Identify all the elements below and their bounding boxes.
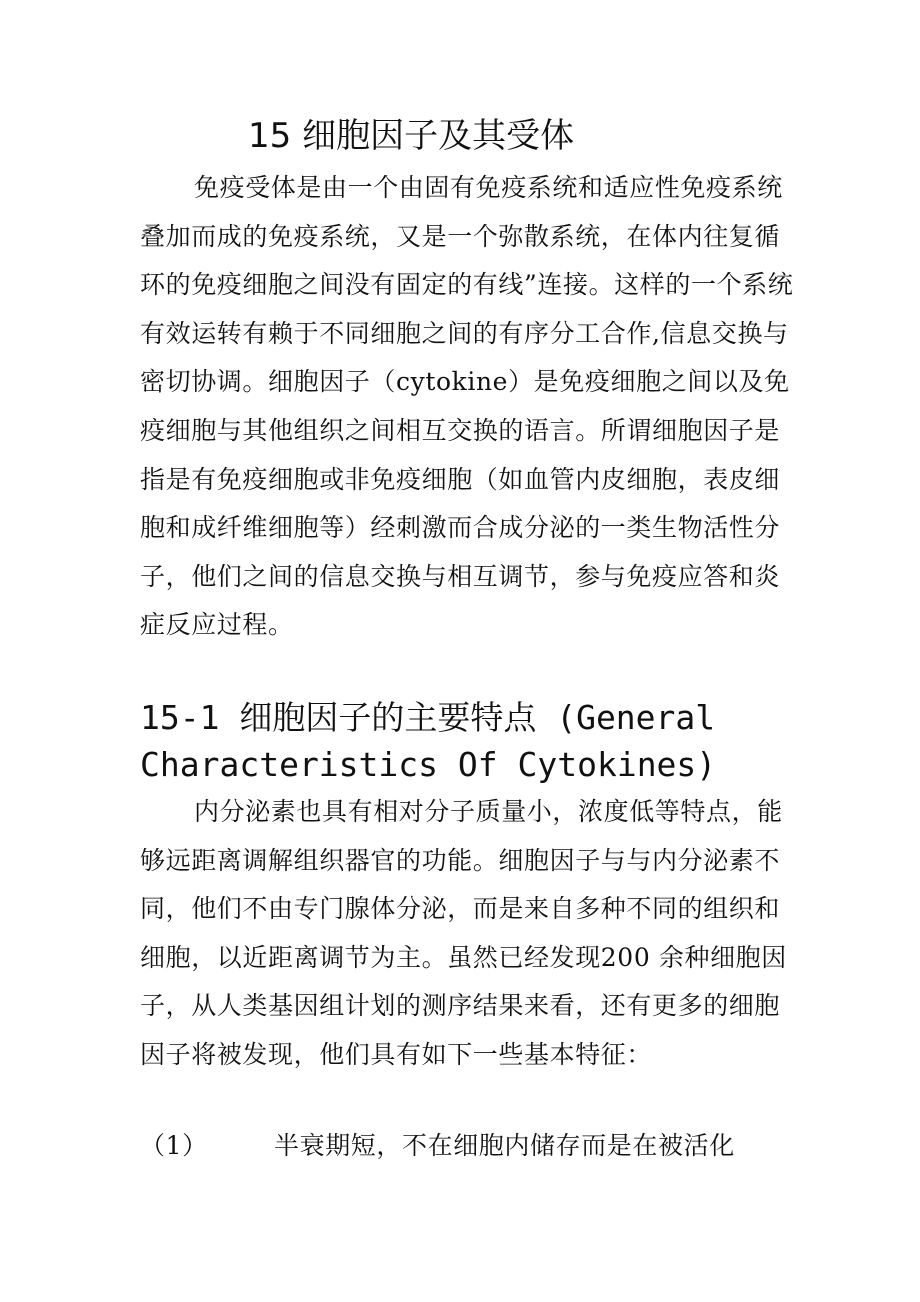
intro-paragraph: 免疫受体是由一个由固有免疫系统和适应性免疫系统叠加而成的免疫系统，又是一个弥散系统，在体内往复循环的免疫细胞之间没有固定的有线”连接。这样的一个系统有效运转有赖于不同细胞之间的有序分工合作,信息交换与密切协调。细胞因子（cytokine）是免疫细胞之间以及免疫细胞与其他组织之间相互交换的语言。所谓细胞因子是指是有免疫细胞或非免疫细胞（如血管内皮细胞，表皮细胞和成纤维细胞等）经刺激而合成分泌的一类生物活性分子，他们之间的信息交换与相互调节，参与免疫应答和炎症反应过程。: [140, 173, 794, 640]
list-item-marker: （1）: [140, 1131, 208, 1160]
list-item-text: 半衰期短，不在细胞内储存而是在被活化: [274, 1131, 735, 1160]
list-item: [140, 1122, 840, 1171]
section-paragraph: 内分泌素也具有相对分子质量小，浓度低等特点，能够远距离调解组织器官的功能。细胞因子与与内分泌素不同，他们不由专门腺体分泌，而是来自多种不同的组织和细胞，以近距离调节为主。虽然已经发现200 余种细胞因子，从人类基因组计划的测序结果来看，还有更多的细胞因子将被发现，他们具有如下一些基本特征：: [140, 797, 787, 1069]
section-heading: 15-1 细胞因子的主要特点 (General Characteristics Of Cytokines): [140, 698, 717, 784]
document-title: 15 细胞因子及其受体: [248, 116, 575, 156]
